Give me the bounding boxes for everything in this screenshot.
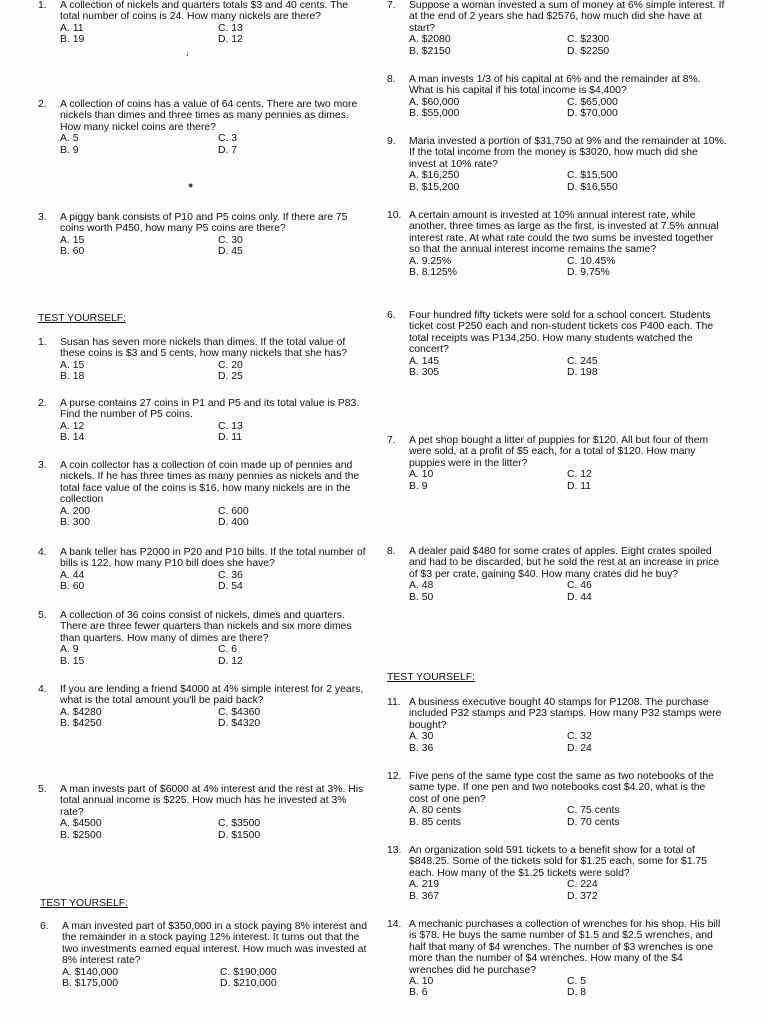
option: B. 85 cents [409, 816, 461, 828]
option: A. 9.25% [409, 255, 452, 267]
question-number: 5. [38, 610, 47, 621]
option: A. 10 [409, 469, 434, 481]
option: B. 300 [60, 517, 91, 529]
question-text: A man invested part of $350,000 in a stock paying 8% interest and the remainder in a stock paying 12% interest. It turns out that the two investments earned equal interest. How much was invested at 8% interest rate? [62, 921, 367, 967]
option: A. $140,000 [62, 966, 119, 978]
question-r3 [387, 136, 727, 193]
question-number: 5. [38, 784, 47, 795]
option: D. 400 [218, 517, 249, 529]
question-l8 [38, 610, 368, 667]
question-number: 8. [387, 74, 396, 85]
option: A. 48 [409, 580, 434, 592]
option: C. $3500 [218, 818, 261, 830]
question-l2 [38, 99, 368, 156]
stray-dot: ● [188, 180, 194, 190]
question-number: 6. [387, 310, 396, 321]
question-text: A mechanic purchases a collection of wrenches for his shop. His bill is $78. He buys the same number of $1.5 and $2.5 wrenches, and half that many of $4 wrenches. The number of $3 wrenches is one more than the number of $4 wrenches. How many of the $4 wrenches did he purchase? [409, 919, 721, 976]
option: C. 13 [218, 22, 243, 34]
option: A. $60,000 [409, 96, 460, 108]
option: D. 12 [218, 655, 243, 667]
stray-mark: ↓ [185, 48, 190, 58]
question-l6 [38, 460, 368, 528]
question-l5 [38, 398, 368, 444]
option: B. 9 [60, 144, 79, 156]
question-text: A collection of nickels and quarters totals $3 and 40 cents. The total number of coins is 24. How many nickels are there? [60, 0, 349, 23]
question-text: A collection of coins has a value of 64 cents. There are two more nickels than dimes and three times as many pennies as dimes. How many nickel coins are there? [60, 99, 358, 133]
option: B. 36 [409, 742, 434, 754]
option: C. 13 [218, 420, 243, 432]
option: D. 11 [567, 480, 592, 492]
question-number: 12. [387, 771, 402, 782]
question-number: 1. [38, 337, 47, 348]
section-heading: TEST YOURSELF: [387, 672, 475, 683]
option: B. 60 [60, 246, 85, 258]
question-number: 8. [387, 546, 396, 557]
option: B. 18 [60, 371, 85, 383]
option: C. 36 [218, 569, 243, 581]
option: C. 10.45% [567, 255, 616, 267]
question-text: Suppose a woman invested a sum of money at 6% simple interest. If at the end of 2 years she had $2576, how much did she have at start? [409, 0, 725, 34]
option: B. 50 [409, 591, 434, 603]
question-r4 [387, 210, 727, 278]
question-l1 [38, 0, 368, 46]
section-heading: TEST YOURSELF: [40, 898, 128, 909]
option: C. 32 [567, 731, 592, 743]
option: D. 198 [567, 367, 598, 379]
question-text: A man invests part of $6000 at 4% interest and the rest at 3%. His total annual income is $225. How much has he invested at 3% rate? [60, 784, 364, 818]
question-text: A bank teller has P2000 in P20 and P10 bills. If the total number of bills is 122, how many P10 bill does she have? [60, 547, 366, 570]
question-r2 [387, 74, 727, 120]
option: D. $1500 [218, 829, 261, 841]
option: D. $2250 [567, 45, 610, 57]
option: A. 200 [60, 505, 91, 517]
option: A. 15 [60, 234, 85, 246]
question-text: If you are lending a friend $4000 at 4% simple interest for 2 years, what is the total amount you'll be paid back? [60, 684, 364, 707]
option: A. 9 [60, 644, 79, 656]
question-number: 7. [387, 0, 396, 11]
question-r9 [387, 771, 727, 828]
question-number: 7. [387, 435, 396, 446]
question-number: 10. [387, 210, 402, 221]
question-r11 [387, 919, 727, 999]
option: B. 8.125% [409, 267, 457, 279]
option: C. 224 [567, 879, 598, 891]
option: C. 46 [567, 580, 592, 592]
option: C. $4360 [218, 706, 261, 718]
question-l3 [38, 212, 368, 258]
question-r6 [387, 435, 727, 492]
question-l9 [38, 684, 368, 730]
question-number: 1. [38, 0, 47, 11]
option: A. $2080 [409, 34, 451, 46]
option: B. 9 [409, 480, 428, 492]
question-number: 13. [387, 845, 402, 856]
question-text: A collection of 36 coins consist of nickels, dimes and quarters. There are three fewer quarters than nickels and six more dimes than quarters. How many of dimes are there? [60, 610, 352, 644]
option: A. 12 [60, 420, 85, 432]
option: B. 305 [409, 367, 440, 379]
option: B. 14 [60, 432, 85, 444]
option: C. 6 [218, 644, 238, 656]
option: D. $16,550 [567, 181, 618, 193]
question-r8 [387, 697, 727, 754]
option: B. $55,000 [409, 108, 460, 120]
option: A. 5 [60, 133, 79, 145]
option: B. $15,200 [409, 181, 460, 193]
section-heading: TEST YOURSELF: [38, 313, 126, 324]
option: B. 60 [60, 581, 85, 593]
question-text: Four hundred fifty tickets were sold for a school concert. Students ticket cost P250 each and non-student tickets cos P400 each. The total receipts was P134,250. How many students watched the concert? [409, 310, 714, 356]
question-text: A purse contains 27 coins in P1 and P5 and its total value is P83. Find the number of P5 coins. [60, 398, 360, 421]
question-number: 4. [38, 547, 47, 558]
option: A. $16,250 [409, 170, 460, 182]
question-r1 [387, 0, 727, 57]
question-text: A certain amount is invested at 10% annual interest rate, while another, three times as large as the first, is invested at 7.5% annual interest rate. At what rate could the two sums be invested together so that the annual interest income remains the same? [409, 210, 719, 256]
option: D. 372 [567, 890, 598, 902]
question-r10 [387, 845, 727, 902]
option: D. 70 cents [567, 816, 620, 828]
option: D. 12 [218, 34, 243, 46]
question-r7 [387, 546, 727, 603]
option: D. 45 [218, 246, 243, 258]
option: A. 15 [60, 359, 85, 371]
option: A. 44 [60, 569, 85, 581]
option: D. 11 [218, 432, 243, 444]
option: C. 3 [218, 133, 238, 145]
option: C. 30 [218, 234, 243, 246]
question-number: 11. [387, 697, 401, 708]
option: A. 11 [60, 22, 84, 34]
question-number: 4. [38, 684, 47, 695]
question-text: Five pens of the same type cost the same as two notebooks of the same type. If one pen and two notebooks cost $4.20, what is the cost of one pen? [409, 771, 714, 805]
question-number: 3. [38, 212, 47, 223]
option: A. 30 [409, 731, 434, 743]
question-text: A business executive bought 40 stamps for P1208. The purchase included P32 stamps and P23 stamps. How many P32 stamps were bought? [409, 697, 722, 731]
option: A. 80 cents [409, 805, 461, 817]
option: B. 367 [409, 890, 440, 902]
question-text: A coin collector has a collection of coin made up of pennies and nickels. If he has three times as many pennies as nickels and the total face value of the coins is $16, how many nickels are in the collection [60, 460, 360, 506]
option: B. $2150 [409, 45, 451, 57]
question-text: A piggy bank consists of P10 and P5 coins only. If there are 75 coins worth P450, how many P5 coins are there? [60, 212, 348, 235]
option: C. $65,000 [567, 96, 618, 108]
question-text: A dealer paid $480 for some crates of apples. Eight crates spoiled and had to be discarded, but he sold the rest at an increase in price of $3 per crate, gaining $40. How many crates did he buy? [409, 546, 720, 580]
question-number: 9. [387, 136, 396, 147]
option: A. 10 [409, 976, 434, 988]
option: D. 7 [218, 144, 238, 156]
question-text: A pet shop bought a litter of puppies for $120. All but four of them were sold, at a profit of $5 each, for a total of $120. How many puppies were in the litter? [409, 435, 709, 469]
option: D. 44 [567, 591, 592, 603]
option: B. 19 [60, 34, 85, 46]
option: D. 8 [567, 987, 587, 999]
question-number: 14. [387, 919, 402, 930]
option: C. 12 [567, 469, 592, 481]
option: B. $4250 [60, 718, 102, 730]
option: B. 6 [409, 987, 428, 999]
question-number: 6. [40, 921, 49, 932]
option: D. $210,000 [220, 978, 277, 990]
question-number: 2. [38, 99, 47, 110]
option: D. 54 [218, 581, 243, 593]
question-number: 2. [38, 398, 47, 409]
question-text: An organization sold 591 tickets to a benefit show for a total of $848.25. Some of the tickets sold for $1.25 each, some for $1.75 each. How many of the $1.25 tickets were sold? [409, 845, 708, 879]
option: A. $4500 [60, 818, 102, 830]
option: B. $175,000 [62, 978, 119, 990]
option: D. 9.75% [567, 267, 610, 279]
option: C. $2300 [567, 34, 610, 46]
option: D. 24 [567, 742, 592, 754]
question-l4 [38, 337, 368, 383]
option: C. $15,500 [567, 170, 618, 182]
option: C. $190,000 [220, 966, 277, 978]
question-l7 [38, 547, 368, 593]
option: D. $70,000 [567, 108, 618, 120]
option: C. 20 [218, 359, 243, 371]
option: C. 75 cents [567, 805, 620, 817]
question-text: Maria invested a portion of $31,750 at 9% and the remainder at 10%. If the total income from the money is $3020, how much did she invest at 10% rate? [409, 136, 727, 170]
option: A. $4280 [60, 706, 102, 718]
option: C. 5 [567, 976, 587, 988]
question-l10 [38, 784, 368, 841]
option: D. $4320 [218, 718, 261, 730]
option: C. 245 [567, 355, 598, 367]
question-l11 [40, 921, 370, 989]
question-r5 [387, 310, 727, 378]
option: B. 15 [60, 655, 85, 667]
question-text: Susan has seven more nickels than dimes. If the total value of these coins is $3 and 5 cents, how many nickels that she has? [60, 337, 348, 360]
question-text: A man invests 1/3 of his capital at 6% and the remainder at 8%. What is his capital if his total income is $4,400? [409, 74, 701, 97]
question-number: 3. [38, 460, 47, 471]
option: B. $2500 [60, 829, 102, 841]
option: D. 25 [218, 371, 243, 383]
option: A. 219 [409, 879, 440, 891]
option: A. 145 [409, 355, 440, 367]
option: C. 600 [218, 505, 249, 517]
